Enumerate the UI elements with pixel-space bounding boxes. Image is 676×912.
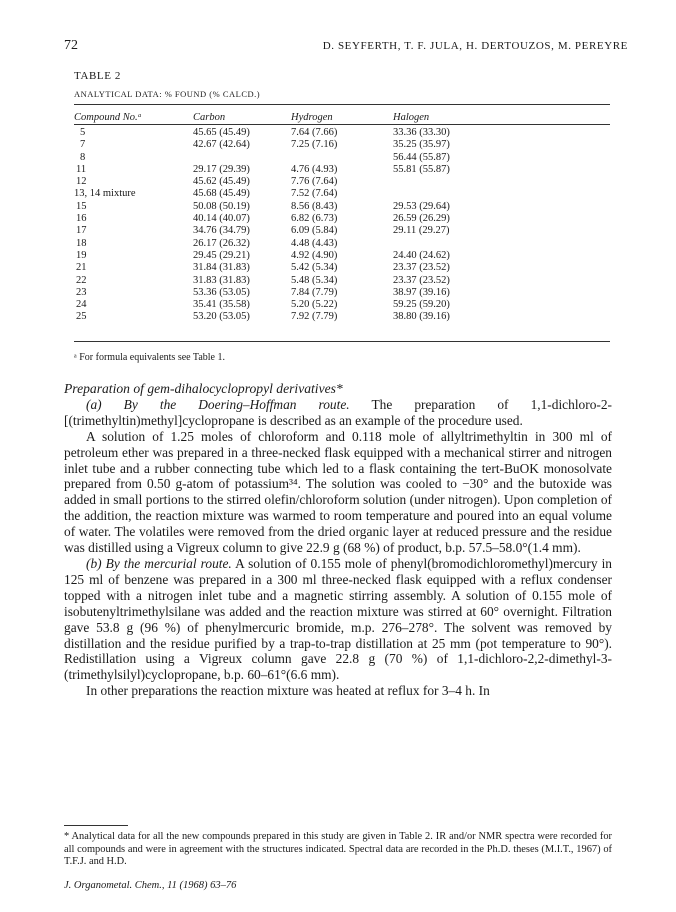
cell-hydrogen: 5.48 (5.34) [291, 274, 338, 286]
cell-halogen: 29.53 (29.64) [393, 200, 450, 212]
table-row [74, 164, 610, 176]
cell-compound: 5 [80, 127, 86, 138]
cell-carbon: 45.65 (45.49) [193, 127, 250, 138]
running-head-authors: D. SEYFERTH, T. F. JULA, H. DERTOUZOS, M. PEREYRE [322, 40, 628, 52]
cell-hydrogen: 8.56 (8.43) [291, 200, 338, 212]
analytical-data-table [74, 107, 610, 324]
cell-carbon: 35.41 (35.58) [193, 299, 250, 311]
cell-hydrogen: 4.92 (4.90) [291, 249, 338, 261]
table-header-row [74, 107, 610, 127]
cell-carbon: 40.14 (40.07) [193, 213, 250, 225]
paragraph-a-body: A solution of 1.25 moles of chloroform and 0.118 mole of allyltrimethyltin in 300 ml of petroleum ether was prepared in a three-necked flask equipped with a mechanical stirrer and nitrogen inlet tube and a rubber connecting tube which led to a flask containing the tert-BuOK monosolvate prepared from 0.50 g-atom of potassium³⁴. The solution was cooled to −30° and the butoxide was added in small portions to the stirred olefin/chloroform solution (under nitrogen). Upon completion of the addition, the reaction mixture was warmed to room temperature and poured into an equal volume of water. The volatiles were removed from the dried organic layer at reduced pressure and the residue was distilled using a Vigreux column to give 22.9 g (68 %) of product, b.p. 57.5–58.0°(1.4 mm). [64, 428, 612, 556]
section-heading: Preparation of gem-dihalocyclopropyl derivatives* [64, 381, 343, 396]
cell-hydrogen: 4.76 (4.93) [291, 163, 338, 175]
footnote-rule [64, 825, 128, 826]
cell-halogen [393, 238, 610, 250]
table-row [74, 176, 610, 188]
cell-halogen: 38.97 (39.16) [393, 286, 450, 298]
cell-halogen [393, 188, 610, 200]
paragraph-b [64, 556, 612, 683]
cell-halogen: 29.11 (29.27) [393, 225, 450, 237]
cell-halogen [393, 176, 610, 188]
cell-compound: 23 [76, 286, 87, 298]
cell-compound: 8 [80, 151, 86, 163]
cell-compound: 13, 14 mixture [74, 188, 136, 200]
cell-carbon [193, 152, 291, 164]
journal-citation: J. Organometal. Chem., 11 (1968) 63–76 [64, 880, 237, 891]
col-header-carbon: Carbon [193, 111, 226, 123]
table-row [74, 311, 610, 323]
table-footnote: ᵃ For formula equivalents see Table 1. [74, 352, 225, 363]
table-bottom-rule [74, 341, 610, 342]
page-number: 72 [64, 38, 78, 53]
cell-carbon: 31.84 (31.83) [193, 262, 250, 274]
cell-compound: 17 [76, 225, 87, 237]
cell-carbon: 50.08 (50.19) [193, 200, 250, 212]
cell-halogen: 35.25 (35.97) [393, 139, 450, 151]
paragraph-last: In other preparations the reaction mixture was heated at reflux for 3–4 h. In [86, 683, 490, 699]
page-footnote: * Analytical data for all the new compounds prepared in this study are given in Table 2. IR and/or NMR spectra were recorded for all compounds and were in agreement with the structures indicated. Spectral data are recorded in the Ph.D. theses (M.I.T., 1967) of T.F.J. and H.D. [64, 831, 612, 868]
cell-hydrogen: 7.76 (7.64) [291, 176, 338, 188]
cell-compound: 24 [76, 299, 87, 311]
table-row [74, 213, 610, 225]
part-b-label: (b) By the mercurial route. [86, 555, 232, 571]
cell-compound: 25 [76, 311, 87, 323]
cell-carbon: 42.67 (42.64) [193, 139, 250, 151]
col-header-halogen: Halogen [393, 111, 430, 123]
table-row [74, 250, 610, 262]
col-header-hydrogen: Hydrogen [291, 111, 333, 123]
cell-hydrogen: 6.82 (6.73) [291, 213, 338, 225]
table-row [74, 287, 610, 299]
cell-carbon: 45.68 (45.49) [193, 188, 250, 200]
cell-halogen: 26.59 (26.29) [393, 213, 450, 225]
cell-carbon: 29.17 (29.39) [193, 163, 250, 175]
table-row [74, 139, 610, 151]
cell-halogen: 38.80 (39.16) [393, 311, 450, 323]
cell-hydrogen: 7.84 (7.79) [291, 286, 338, 298]
table-row [74, 238, 610, 250]
part-b-body: A solution of 0.155 mole of phenyl(bromodichloromethyl)mercury in 125 ml of benzene was prepared in a 300 ml three-necked flask equipped with a reflux condenser topped with a nitrogen inlet tube and a magnetic stirring assembly. A solution of 0.155 mole of isobutenyltrimethylsilane was added and the reaction mixture was stirred at 60° overnight. Filtration gave 53.8 g (96 %) of phenylmercuric bromide, m.p. 276–278°. The solvent was removed by distillation and the residue purified by a trap-to-trap distillation at 25 mm (pot temperature to 90°). Redistillation using a Vigreux column gave 22.8 g (70 %) of 1,1-dichloro-2,2-dimethyl-3-(trimethylsilyl)cyclopropane, b.p. 60–61°(6.6 mm). [64, 555, 612, 683]
cell-compound: 15 [76, 200, 87, 212]
cell-hydrogen: 7.92 (7.79) [291, 311, 338, 323]
cell-carbon: 31.83 (31.83) [193, 274, 250, 286]
table-row [74, 299, 610, 311]
cell-hydrogen: 7.52 (7.64) [291, 188, 338, 200]
table-label: TABLE 2 [74, 70, 122, 82]
cell-compound: 22 [76, 274, 87, 286]
cell-compound: 12 [76, 176, 87, 188]
col-header-compound: Compound No.ᵃ [74, 111, 142, 123]
table-row [74, 262, 610, 274]
cell-halogen: 24.40 (24.62) [393, 249, 450, 261]
table-row [74, 225, 610, 237]
cell-halogen: 33.36 (33.30) [393, 127, 450, 138]
cell-hydrogen: 6.09 (5.84) [291, 225, 338, 237]
table-body [74, 127, 610, 324]
table-row [74, 152, 610, 164]
cell-halogen: 56.44 (55.87) [393, 151, 450, 163]
cell-halogen: 23.37 (23.52) [393, 274, 450, 286]
table-row [74, 127, 610, 139]
cell-compound: 16 [76, 213, 87, 225]
cell-hydrogen: 7.64 (7.66) [291, 127, 338, 138]
cell-carbon: 26.17 (26.32) [193, 237, 250, 249]
cell-hydrogen: 5.20 (5.22) [291, 299, 338, 311]
cell-compound: 21 [76, 262, 87, 274]
cell-carbon: 45.62 (45.49) [193, 176, 250, 188]
part-a-intro: The preparation of 1,1-dichloro-2-[(trimethyltin)methyl]cyclopropane is described as an example of the procedure used. [64, 396, 613, 428]
cell-carbon: 53.36 (53.05) [193, 286, 250, 298]
cell-hydrogen: 7.25 (7.16) [291, 139, 338, 151]
cell-compound: 19 [76, 249, 87, 261]
paragraph-a-intro [64, 397, 612, 429]
cell-compound: 18 [76, 237, 87, 249]
section-text [64, 381, 612, 699]
cell-compound: 7 [80, 139, 86, 151]
table-row [74, 201, 610, 213]
table-row [74, 275, 610, 287]
cell-hydrogen: 4.48 (4.43) [291, 237, 338, 249]
cell-hydrogen [291, 152, 393, 164]
table-row [74, 188, 610, 200]
part-a-label: (a) By the Doering–Hoffman route. [86, 396, 350, 412]
table-top-rule [74, 104, 610, 105]
table-caption: ANALYTICAL DATA: % FOUND (% CALCD.) [74, 89, 261, 99]
cell-hydrogen: 5.42 (5.34) [291, 262, 338, 274]
cell-carbon: 53.20 (53.05) [193, 311, 250, 323]
cell-halogen: 59.25 (59.20) [393, 299, 450, 311]
cell-compound: 11 [76, 163, 87, 175]
cell-carbon: 29.45 (29.21) [193, 249, 250, 261]
cell-carbon: 34.76 (34.79) [193, 225, 250, 237]
cell-halogen: 55.81 (55.87) [393, 163, 450, 175]
cell-halogen: 23.37 (23.52) [393, 262, 450, 274]
